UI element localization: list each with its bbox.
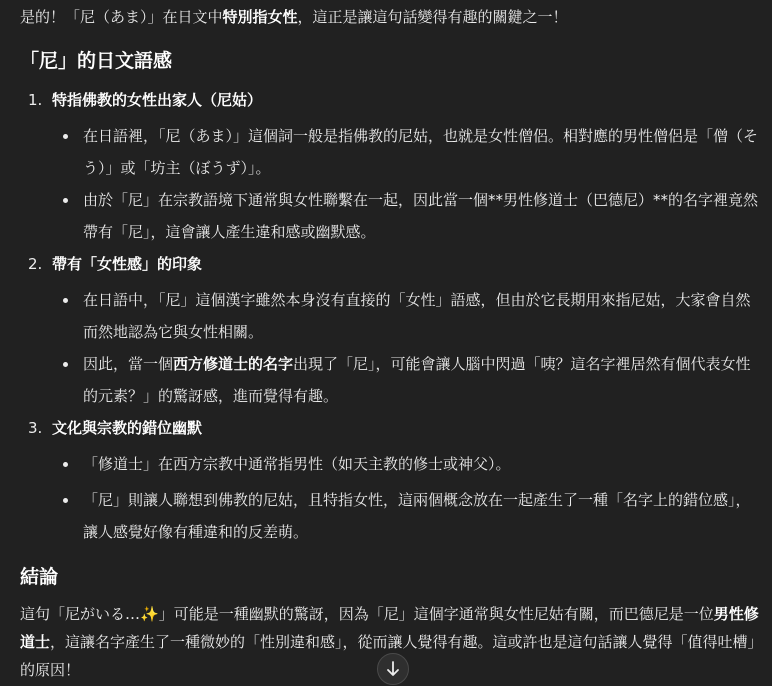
bullet-text: 因此，當一個 — [83, 355, 174, 373]
list-number: 2. — [28, 255, 43, 273]
list-item-title: 帶有「女性感」的印象 — [52, 255, 203, 273]
list-item-title: 特指佛教的女性出家人（尼姑） — [52, 91, 263, 109]
intro-paragraph — [20, 1, 568, 33]
intro-text: 是的！「尼（あま）」在日文中 — [20, 8, 223, 26]
list-item-heading — [28, 84, 262, 116]
intro-bold: 特別指女性 — [222, 8, 298, 26]
conclusion-text: ，這讓名字產生了一種微妙的「性別違和感」，從而讓人覺得有趣。這或許也是這句話讓人覺得「值得吐槽」的原因！ — [20, 633, 756, 679]
list-item-heading — [28, 412, 202, 444]
bullet-item: 在日語裡，「尼（あま）」這個詞一般是指佛教的尼姑，也就是女性僧侶。相對應的男性僧侶是「僧（そう）」或「坊主（ぼうず）」。 — [83, 120, 758, 184]
list-number: 3. — [28, 419, 43, 437]
conclusion-text: 這句「尼がいる… — [20, 605, 141, 623]
scroll-to-bottom-button[interactable] — [377, 653, 409, 685]
bullet-item: 由於「尼」在宗教語境下通常與女性聯繫在一起，因此當一個**男性修道士（巴德尼）**的名字裡竟然帶有「尼」，這會讓人產生違和感或幽默感。 — [83, 184, 758, 248]
list-item-title: 文化與宗教的錯位幽默 — [52, 419, 203, 437]
bullet-item: 「尼」則讓人聯想到佛教的尼姑，且特指女性，這兩個概念放在一起產生了一種「名字上的錯位感」，讓人感覺好像有種違和的反差萌。 — [83, 484, 758, 548]
bullet-item — [83, 348, 758, 412]
conclusion-bold: 男性修道士 — [20, 605, 759, 651]
arrow-down-icon — [386, 661, 400, 677]
bullet-item: 在日語中，「尼」這個漢字雖然本身沒有直接的「女性」語感，但由於它長期用來指尼姑，大家會自然而然地認為它與女性相關。 — [83, 284, 758, 348]
section-heading: 「尼」的日文語感 — [20, 50, 173, 72]
bullet-text: 出現了「尼」，可能會讓人腦中閃過「咦？這名字裡居然有個代表女性的元素？」的驚訝感，進而覺得有趣。 — [83, 355, 751, 405]
intro-text: ，這正是讓這句話變得有趣的關鍵之一！ — [297, 8, 568, 26]
sparkle-icon: ✨ — [140, 605, 159, 623]
section-heading: 結論 — [20, 566, 59, 588]
list-number: 1. — [28, 91, 43, 109]
list-item-heading — [28, 248, 202, 280]
bullet-bold: 西方修道士的名字 — [173, 355, 294, 373]
bullet-item: 「修道士」在西方宗教中通常指男性（如天主教的修士或神父）。 — [83, 448, 758, 480]
conclusion-text: 」可能是一種幽默的驚訝，因為「尼」這個字通常與女性尼姑有關，而巴德尼是一位 — [158, 605, 714, 623]
